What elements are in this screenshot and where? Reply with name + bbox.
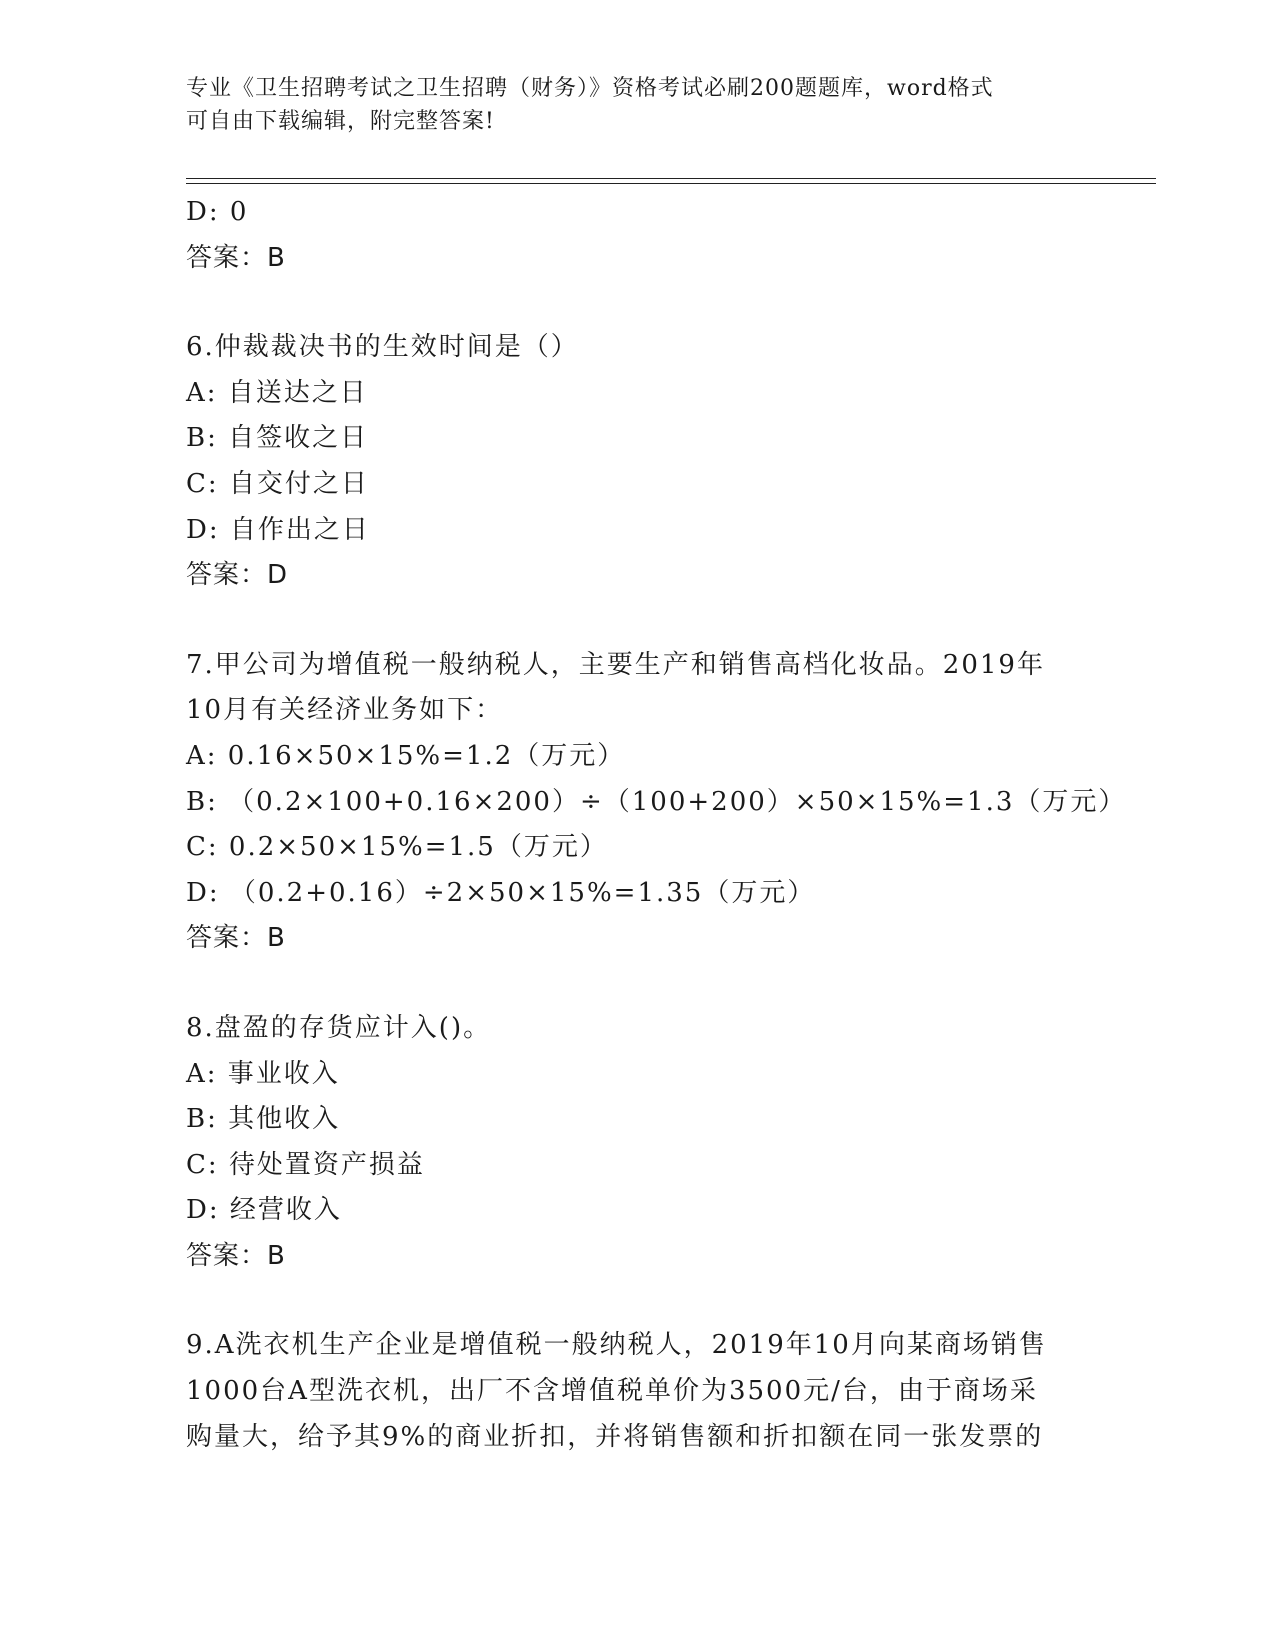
option-d: D: 自作出之日: [186, 514, 370, 545]
question-8: [186, 1006, 1086, 1280]
option-c: C: 0.2×50×15%=1.5（万元）: [186, 832, 608, 863]
header-divider-bottom: [186, 183, 1156, 184]
option-b: B: （0.2×100+0.16×200）÷（100+200）×50×15%=1.3（万元）: [186, 786, 1127, 817]
option-a: A: 0.16×50×15%=1.2（万元）: [186, 740, 626, 771]
option-d: D: 经营收入: [186, 1195, 342, 1226]
option-a: A: 事业收入: [186, 1058, 340, 1089]
answer-line: 答案：B: [186, 923, 286, 954]
previous-question-tail: [186, 190, 1086, 281]
question-7: [186, 643, 1127, 962]
question-stem-line1: 9.A洗衣机生产企业是增值税一般纳税人，2019年10月向某商场销售: [186, 1330, 1047, 1361]
question-stem-line1: 7.甲公司为增值税一般纳税人，主要生产和销售高档化妆品。2019年: [186, 649, 1045, 680]
question-stem: 8.盘盈的存货应计入()。: [186, 1012, 492, 1043]
question-stem-line2: 10月有关经济业务如下：: [186, 695, 504, 726]
option-b: B: 其他收入: [186, 1104, 341, 1135]
question-stem: 6.仲裁裁决书的生效时间是（）: [186, 332, 579, 363]
question-list: [186, 190, 1127, 1460]
question-stem-line3: 购量大，给予其9%的商业折扣，并将销售额和折扣额在同一张发票的: [186, 1421, 1044, 1452]
answer-line: 答案：B: [186, 242, 286, 273]
header-title-line1: 专业《卫生招聘考试之卫生招聘（财务）》资格考试必刷200题题库，word格式: [186, 76, 994, 101]
option-b: B: 自签收之日: [186, 423, 369, 454]
answer-line: 答案：D: [186, 560, 289, 591]
question-6: [186, 325, 1086, 599]
answer-line: 答案：B: [186, 1240, 286, 1271]
option-c: C: 待处置资产损益: [186, 1149, 425, 1180]
header-divider-top: [186, 178, 1156, 179]
option-a: A: 自送达之日: [186, 377, 368, 408]
question-stem-line2: 1000台A型洗衣机，出厂不含增值税单价为3500元/台，由于商场采: [186, 1376, 1038, 1407]
header-title-line2: 可自由下载编辑，附完整答案!: [186, 109, 495, 134]
option-c: C: 自交付之日: [186, 468, 369, 499]
option-d: D: （0.2+0.16）÷2×50×15%=1.35（万元）: [186, 877, 816, 908]
question-9: [186, 1323, 1086, 1460]
option-d: D: 0: [186, 197, 249, 227]
document-header: [186, 72, 1066, 138]
